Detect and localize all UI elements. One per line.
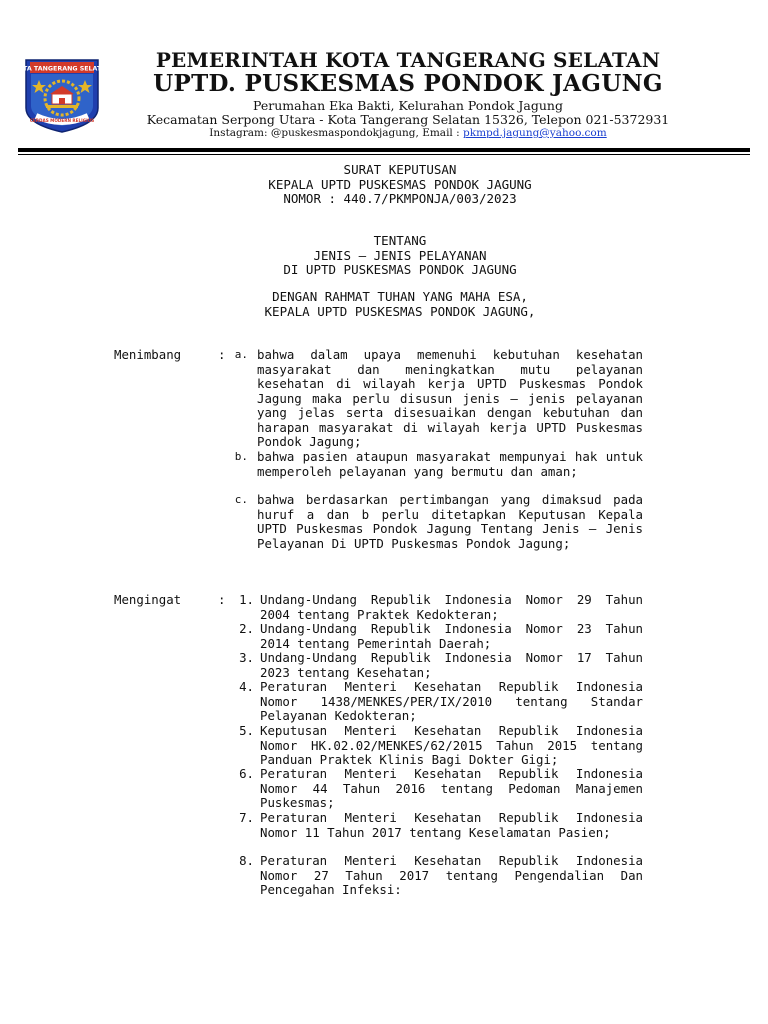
menimbang-colon: : xyxy=(218,347,226,362)
subject-line-2: DI UPTD PUSKESMAS PONDOK JAGUNG xyxy=(283,262,517,277)
menimbang-label: Menimbang xyxy=(114,347,182,362)
decree-title-block xyxy=(100,163,700,207)
preamble-block xyxy=(100,290,700,319)
item-text: bahwa berdasarkan pertimbangan yang dimaksud pada huruf a dan b perlu ditetapkan Keputusan Kepala UPTD Puskesmas Pondok Jagung Tentang Jenis – Jenis Pelayanan Di UPTD Puskesmas Pondok Jagung; xyxy=(257,492,643,551)
mengingat-label: Mengingat xyxy=(114,592,182,607)
item-text: Undang-Undang Republik Indonesia Nomor 23 Tahun 2014 tentang Pemerintah Daerah; xyxy=(260,621,643,651)
item-text: Undang-Undang Republik Indonesia Nomor 29 Tahun 2004 tentang Praktek Kedokteran; xyxy=(260,592,643,622)
address-line-2: Kecamatan Serpong Utara - Kota Tangerang Selatan 15326, Telepon 021-5372931 xyxy=(146,112,670,127)
item-marker: c. xyxy=(234,493,248,506)
decree-issuer: KEPALA UPTD PUSKESMAS PONDOK JAGUNG xyxy=(268,176,532,192)
item-text: Peraturan Menteri Kesehatan Republik Indonesia Nomor 44 Tahun 2016 tentang Pedoman Manajemen Puskesmas; xyxy=(260,766,643,810)
decree-subject-block xyxy=(100,234,700,278)
item-marker: 5. xyxy=(239,723,254,738)
preamble-line-1: DENGAN RAHMAT TUHAN YANG MAHA ESA, xyxy=(272,289,528,304)
mengingat-colon: : xyxy=(218,592,226,607)
subject-heading: TENTANG xyxy=(373,233,427,248)
item-text: Peraturan Menteri Kesehatan Republik Indonesia Nomor 11 Tahun 2017 tentang Keselamatan Pasien; xyxy=(260,810,643,840)
item-marker: 8. xyxy=(239,853,254,868)
email-link[interactable]: pkmpd.jagung@yahoo.com xyxy=(463,127,607,139)
item-marker: 2. xyxy=(239,621,254,636)
city-emblem-logo xyxy=(13,58,111,134)
letterhead-rule-thin xyxy=(18,154,750,155)
instagram-text: Instagram: @puskesmaspondokjagung, Email : xyxy=(209,127,463,139)
item-text: Peraturan Menteri Kesehatan Republik Indonesia Nomor 27 Tahun 2017 tentang Pengendalian Dan Pencegahan Infeksi: xyxy=(260,853,643,897)
decree-title: SURAT KEPUTUSAN xyxy=(343,162,457,177)
letterhead-rule-thick xyxy=(18,148,750,152)
logo-bottom-text: CERDAS MODERN RELIGIUS xyxy=(29,118,95,123)
item-marker: 4. xyxy=(239,679,254,694)
item-marker: 7. xyxy=(239,810,254,825)
item-text: Peraturan Menteri Kesehatan Republik Indonesia Nomor 1438/MENKES/PER/IX/2010 tentang Standar Pelayanan Kedokteran; xyxy=(260,679,643,723)
subject-line-1: JENIS – JENIS PELAYANAN xyxy=(313,247,487,263)
government-name: PEMERINTAH KOTA TANGERANG SELATAN xyxy=(155,48,661,72)
item-marker: 1. xyxy=(239,592,254,607)
item-marker: 3. xyxy=(239,650,254,665)
preamble-line-2: KEPALA UPTD PUSKESMAS PONDOK JAGUNG, xyxy=(264,303,536,319)
item-marker: a. xyxy=(234,348,248,361)
item-marker: b. xyxy=(234,450,248,463)
address-line-1: Perumahan Eka Bakti, Kelurahan Pondok Jagung xyxy=(253,98,563,113)
item-text: bahwa pasien ataupun masyarakat mempunyai hak untuk memperoleh pelayanan yang bermutu dan aman; xyxy=(257,449,643,479)
item-text: bahwa dalam upaya memenuhi kebutuhan kesehatan masyarakat dan meningkatkan mutu pelayanan kesehatan di wilayah kerja UPTD Puskesmas Pondok Jagung maka perlu disusun jenis – jenis pelayanan yang jelas serta disesuaikan dengan kebutuhan dan harapan masyarakat di wilayah kerja UPTD Puskesmas Pondok Jagung; xyxy=(257,347,643,449)
logo-top-text: KOTA TANGERANG SELATAN xyxy=(13,65,111,73)
item-marker: 6. xyxy=(239,766,254,781)
item-text: Undang-Undang Republik Indonesia Nomor 17 Tahun 2023 tentang Kesehatan; xyxy=(260,650,643,680)
decree-number: NOMOR : 440.7/PKMPONJA/003/2023 xyxy=(283,191,517,206)
contact-line xyxy=(108,126,708,141)
item-text: Keputusan Menteri Kesehatan Republik Indonesia Nomor HK.02.02/MENKES/62/2015 Tahun 2015 tentang Panduan Praktek Klinis Bagi Dokter Gigi; xyxy=(260,723,643,767)
institution-name: UPTD. PUSKESMAS PONDOK JAGUNG xyxy=(153,70,663,97)
